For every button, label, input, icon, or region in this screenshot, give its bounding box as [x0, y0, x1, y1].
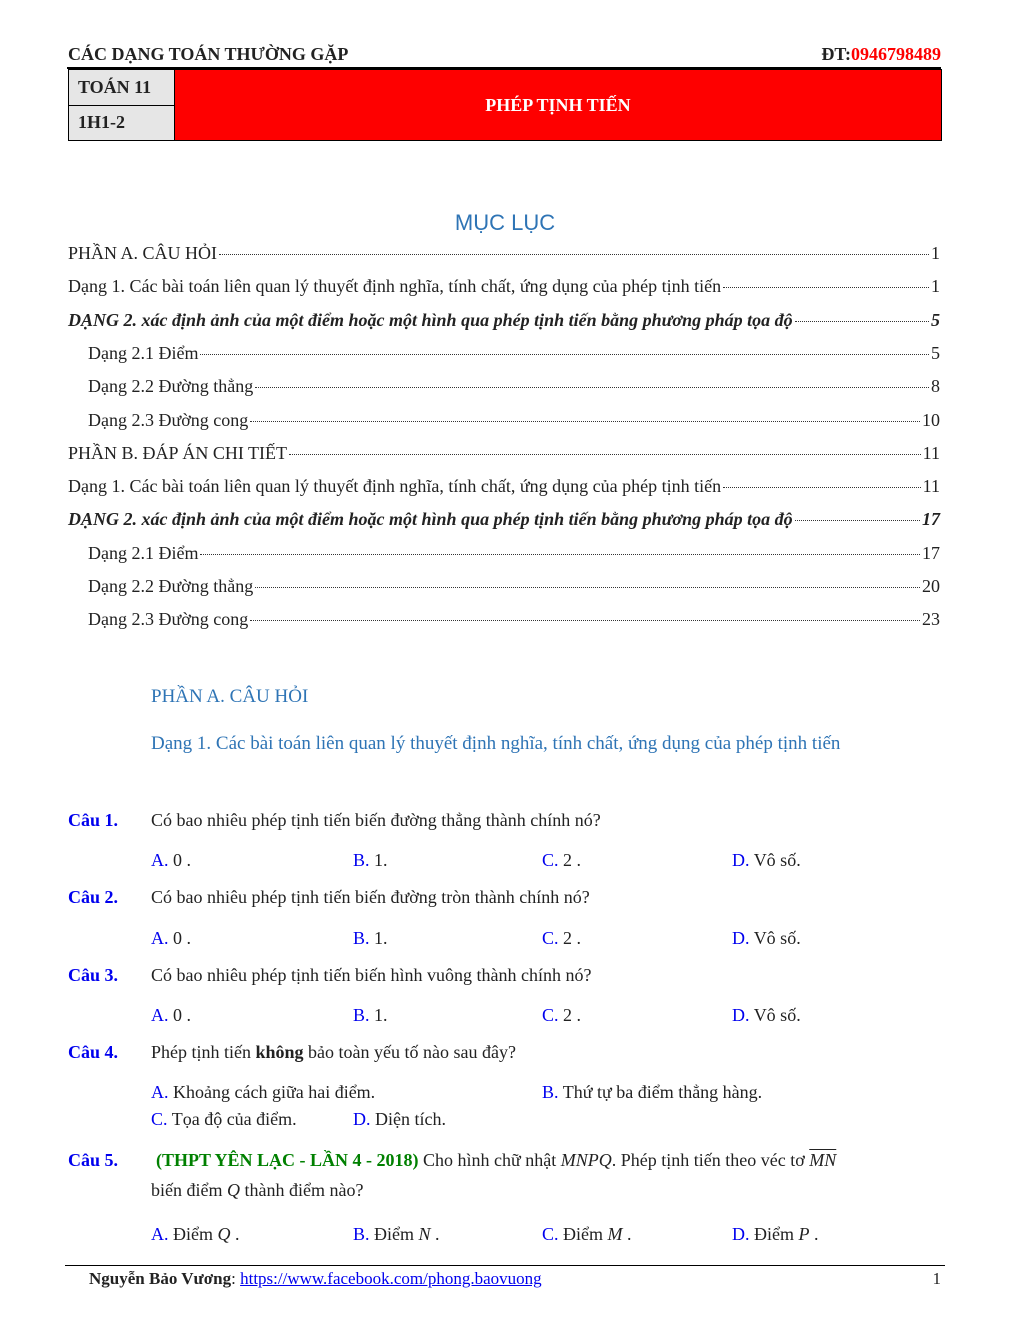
option-letter: C.: [151, 1109, 168, 1129]
option-letter: A.: [151, 1082, 169, 1102]
toc-entry-text: DẠNG 2. xác định ảnh của một điểm hoặc một hình qua phép tịnh tiến bằng phương pháp tọa độ: [68, 509, 793, 530]
option-text: 0 .: [173, 850, 191, 870]
dot-leader: [219, 254, 929, 255]
toc-entry[interactable]: [68, 509, 940, 530]
toc-entry-page: 1: [931, 276, 940, 297]
option-letter: B.: [353, 1005, 370, 1025]
toc-entry-text: Dạng 2.3 Đường cong: [88, 409, 249, 430]
toc-entry[interactable]: [88, 576, 940, 597]
toc-entry[interactable]: [88, 343, 940, 364]
topic-title: PHÉP TỊNH TIẾN: [175, 70, 941, 140]
option-text: Diện tích.: [375, 1109, 446, 1129]
page-number: 1: [932, 1269, 941, 1288]
footer-link[interactable]: https://www.facebook.com/phong.baovuong: [240, 1269, 542, 1288]
question-text: Có bao nhiêu phép tịnh tiến biến đường tròn thành chính nó?: [151, 887, 590, 907]
option-letter: A.: [151, 850, 169, 870]
question-source: (THPT YÊN LẠC - LẦN 4 - 2018): [156, 1150, 419, 1170]
toc-entry-text: DẠNG 2. xác định ảnh của một điểm hoặc một hình qua phép tịnh tiến bằng phương pháp tọa độ: [68, 309, 793, 330]
toc-entry-text: Dạng 2.2 Đường thẳng: [88, 576, 254, 596]
toc-entry-page: 17: [922, 509, 940, 530]
option-text: Điểm: [173, 1224, 213, 1244]
option-letter: A.: [151, 1005, 169, 1025]
answer-option[interactable]: [353, 850, 388, 871]
toc-entry[interactable]: [68, 476, 940, 497]
section-heading: PHẦN A. CÂU HỎI: [151, 686, 309, 707]
answer-option[interactable]: [542, 1082, 762, 1103]
answer-option[interactable]: [732, 1005, 801, 1026]
option-text: 1.: [374, 850, 388, 870]
title-box: [68, 69, 942, 141]
toc-entry[interactable]: [88, 410, 940, 431]
toc-entry-page: 11: [922, 442, 940, 463]
subsection-heading: Dạng 1. Các bài toán liên quan lý thuyết định nghĩa, tính chất, ứng dụng của phép tịnh tiến: [151, 733, 841, 754]
answer-option[interactable]: [732, 850, 801, 871]
option-text: 2 .: [563, 928, 582, 948]
answer-option[interactable]: [732, 928, 801, 949]
toc-entry-page: 17: [922, 542, 940, 563]
option-text: 0 .: [173, 928, 191, 948]
toc-entry-page: 5: [931, 309, 940, 330]
toc-entry[interactable]: [88, 609, 940, 630]
toc-entry-text: Dạng 2.2 Đường thẳng: [88, 376, 254, 397]
option-text: Vô số.: [753, 850, 801, 870]
option-letter: A.: [151, 1224, 169, 1244]
question-text: Phép tịnh tiến không bảo toàn yếu tố nào sau đây?: [151, 1042, 516, 1062]
toc-entry-page: 8: [931, 376, 940, 397]
answer-option[interactable]: [151, 850, 191, 871]
question-text: (THPT YÊN LẠC - LẦN 4 - 2018) Cho hình chữ nhật MNPQ. Phép tịnh tiến theo véc tơ $\overline{MN}$: [156, 1150, 837, 1170]
option-letter: D.: [732, 1005, 750, 1025]
answer-option[interactable]: [151, 928, 191, 949]
toc-entry-text: Dạng 2.1 Điểm: [88, 342, 199, 363]
option-text: Khoảng cách giữa hai điểm.: [173, 1082, 376, 1102]
option-text: 2 .: [563, 850, 582, 870]
answer-option[interactable]: [542, 1005, 581, 1026]
answer-option[interactable]: [542, 928, 581, 949]
answer-option[interactable]: [151, 1005, 191, 1026]
option-text: Điểm: [374, 1224, 415, 1244]
answer-option[interactable]: D. Điểm P .: [732, 1224, 819, 1244]
question-text-cont: biến điểm Q thành điểm nào?: [151, 1180, 364, 1200]
option-point: P: [798, 1224, 810, 1244]
vector-mn: $\overline{MN}$: [809, 1150, 837, 1170]
option-text: Thứ tự ba điểm thẳng hàng.: [562, 1082, 763, 1102]
option-letter: C.: [542, 1005, 559, 1025]
toc-entry-page: 11: [922, 476, 940, 497]
dot-leader: [795, 520, 920, 521]
answer-option[interactable]: [151, 1109, 297, 1130]
toc-entry-text: Dạng 1. Các bài toán liên quan lý thuyết định nghĩa, tính chất, ứng dụng của phép tịnh tiến: [68, 276, 722, 297]
answer-option[interactable]: [353, 928, 388, 949]
toc-entry-text: Dạng 2.1 Điểm: [88, 542, 199, 563]
dot-leader: [289, 454, 921, 455]
toc-entry-text: Dạng 1. Các bài toán liên quan lý thuyết định nghĩa, tính chất, ứng dụng của phép tịnh tiến: [68, 476, 722, 497]
option-text: Điểm: [563, 1224, 604, 1244]
answer-option[interactable]: [151, 1082, 375, 1103]
toc-entry-page: 1: [931, 243, 940, 263]
toc-entry[interactable]: [68, 310, 940, 331]
option-letter: D.: [353, 1109, 371, 1129]
toc-entry-text: Dạng 2.3 Đường cong: [88, 609, 249, 630]
question-number: Câu 3.: [68, 965, 119, 985]
option-letter: D.: [732, 1224, 750, 1244]
option-letter: A.: [151, 928, 169, 948]
toc-title: MỤC LỤC: [454, 210, 556, 235]
option-point: N: [418, 1224, 431, 1244]
option-letter: D.: [732, 928, 750, 948]
option-text: 1.: [374, 928, 388, 948]
answer-option[interactable]: [542, 850, 581, 871]
question-number: Câu 2.: [68, 887, 119, 907]
footer-author: Nguyễn Bảo Vương: [89, 1269, 232, 1288]
answer-option[interactable]: [353, 1005, 388, 1026]
answer-option[interactable]: C. Điểm M .: [542, 1224, 632, 1244]
question-text: Có bao nhiêu phép tịnh tiến biến hình vuông thành chính nó?: [151, 965, 592, 985]
dot-leader: [795, 321, 929, 322]
toc-entry[interactable]: [68, 276, 940, 297]
option-point: M: [607, 1224, 623, 1244]
phone-label: ĐT:: [821, 44, 851, 64]
grade-label: TOÁN 11: [69, 70, 174, 106]
question-text: Có bao nhiêu phép tịnh tiến biến đường thẳng thành chính nó?: [151, 810, 601, 830]
option-letter: B.: [542, 1082, 559, 1102]
option-text: 2 .: [563, 1005, 582, 1025]
toc-entry-text: PHẦN A. CÂU HỎI: [68, 243, 218, 263]
option-letter: C.: [542, 850, 559, 870]
answer-option[interactable]: A. Điểm Q .: [151, 1224, 240, 1244]
toc-entry[interactable]: [68, 243, 940, 264]
footer-rule: [65, 1265, 945, 1266]
question-number: Câu 1.: [68, 810, 119, 830]
question-number: Câu 4.: [68, 1042, 119, 1062]
toc-entry-page: 20: [922, 576, 940, 596]
footer-author-line: Nguyễn Bảo Vương: https://www.facebook.com/phong.baovuong: [89, 1269, 542, 1288]
question-number: Câu 5.: [68, 1150, 119, 1170]
toc-entry[interactable]: [88, 376, 940, 397]
toc-entry-page: 23: [922, 609, 940, 630]
option-letter: B.: [353, 850, 370, 870]
header-title: CÁC DẠNG TOÁN THƯỜNG GẶP: [68, 44, 349, 64]
option-text: 1.: [374, 1005, 388, 1025]
code-label: 1H1-2: [78, 112, 125, 133]
option-letter: C.: [542, 928, 559, 948]
toc-entry-page: 5: [931, 342, 940, 363]
header-phone: [821, 44, 941, 65]
option-text: Điểm: [754, 1224, 794, 1244]
dot-leader: [255, 587, 920, 588]
option-letter: D.: [732, 850, 750, 870]
option-text: Tọa độ của điểm.: [171, 1109, 297, 1129]
dot-leader: [723, 487, 921, 488]
dot-leader: [250, 421, 920, 422]
dot-leader: [200, 554, 920, 555]
option-letter: B.: [353, 1224, 370, 1244]
option-text: 0 .: [173, 1005, 191, 1025]
option-letter: B.: [353, 928, 370, 948]
toc-entry-page: 10: [922, 409, 940, 430]
dot-leader: [723, 287, 929, 288]
answer-option[interactable]: [353, 1109, 446, 1130]
dot-leader: [200, 354, 929, 355]
phone-number: 0946798489: [851, 44, 941, 64]
toc-entry[interactable]: [68, 443, 940, 464]
option-letter: C.: [542, 1224, 559, 1244]
option-point: Q: [217, 1224, 231, 1244]
toc-entry-text: PHẦN B. ĐÁP ÁN CHI TIẾT: [68, 442, 288, 463]
toc-entry[interactable]: [88, 543, 940, 564]
option-text: Vô số.: [753, 1005, 801, 1025]
answer-option[interactable]: B. Điểm N .: [353, 1224, 440, 1244]
option-text: Vô số.: [753, 928, 801, 948]
dot-leader: [250, 620, 920, 621]
dot-leader: [255, 387, 929, 388]
